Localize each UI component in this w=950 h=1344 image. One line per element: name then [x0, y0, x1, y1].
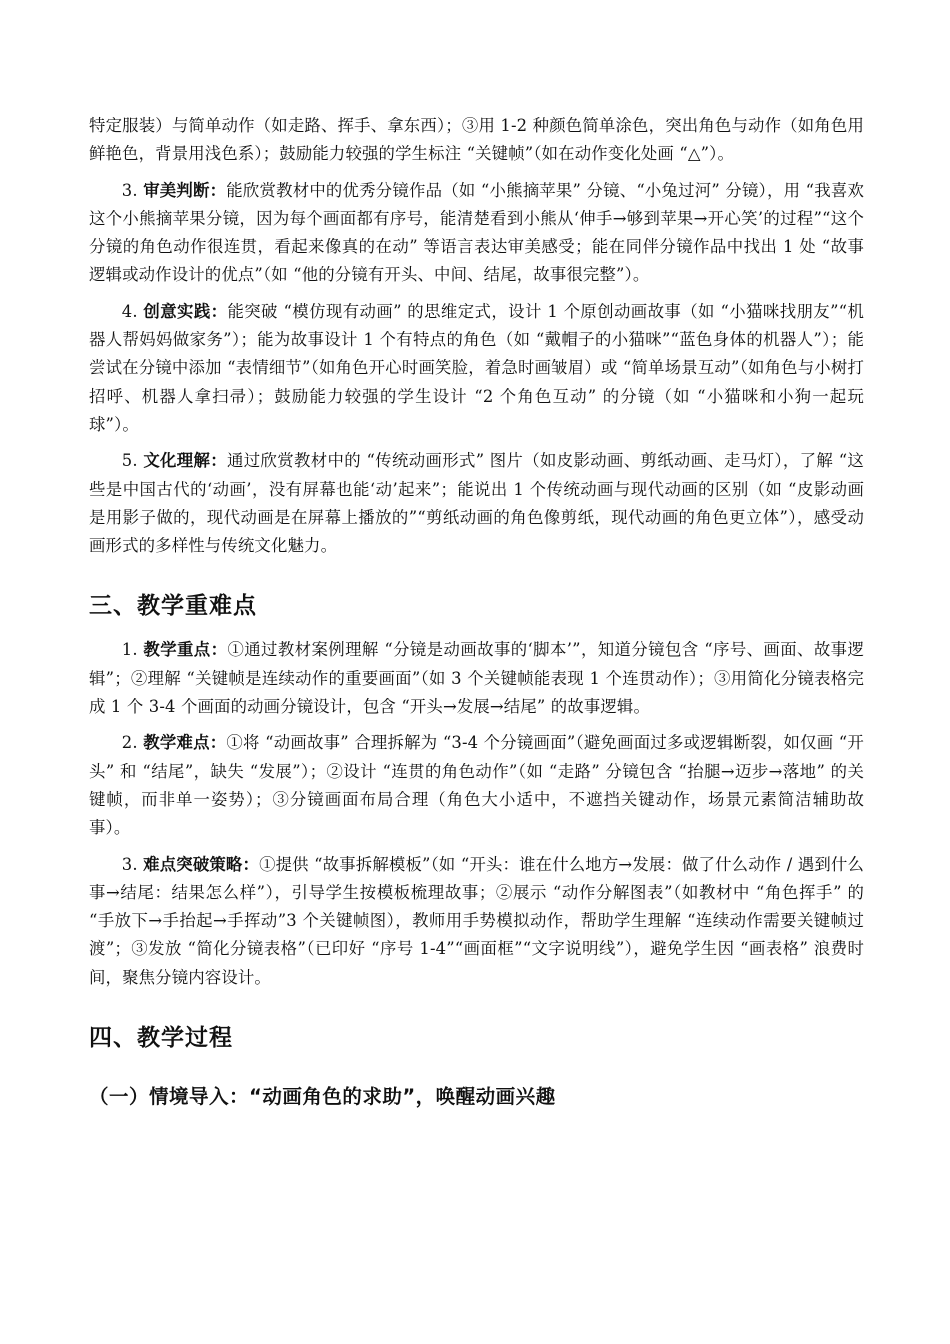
subsection-heading-intro: （一）情境导入：“动画角色的求助”，唤醒动画兴趣	[89, 1085, 556, 1109]
goal-cultural-understanding	[89, 447, 864, 560]
item-separator: ：	[210, 640, 228, 660]
section-heading-key-points: 三、教学重难点	[89, 593, 257, 620]
item-separator: ：	[209, 733, 227, 753]
item-text: 通过欣赏教材中的 “传统动画形式” 图片（如皮影动画、剪纸动画、走马灯），了解 “这些是中国古代的‘动画’，没有屏幕也能‘动’起来”；能说出 1 个传统动画与现代动画的区别（如 “皮影动画是用影子做的，现代动画是在屏幕上播放的”“剪纸动画的角色像剪纸，现代动画的角色更立体”），感受动画形式的多样性与传统文化魅力。	[89, 451, 864, 556]
key-point-strategy	[89, 851, 864, 992]
item-text: ①通过教材案例理解 “分镜是动画故事的‘脚本’”，知道分镜包含 “序号、画面、故事逻辑”；②理解 “关键帧是连续动作的重要画面”（如 3 个关键帧能表现 1 个连贯动作）；③用简化分镜表格完成 1 个 3-4 个画面的动画分镜设计，包含 “开头→发展→结尾” 的故事逻辑。	[89, 640, 864, 717]
item-text: ①将 “动画故事” 合理拆解为 “3-4 个分镜画面”（避免画面过多或逻辑断裂，如仅画 “开头” 和 “结尾”，缺失 “发展”）；②设计 “连贯的角色动作”（如 “走路” 分镜包含 “抬腿→迈步→落地” 的关键帧，而非单一姿势）；③分镜画面布局合理（角色大小适中，不遮挡关键动作，场景元素简洁辅助故事）。	[89, 733, 864, 838]
item-separator: ：	[209, 180, 227, 200]
item-number: 3.	[121, 180, 138, 200]
key-point-difficulty	[89, 729, 864, 842]
item-title: 教学重点	[143, 640, 211, 660]
goal-aesthetic-judgment	[89, 177, 864, 290]
item-number: 3.	[121, 854, 138, 874]
goal-creative-practice	[89, 298, 864, 439]
item-text: ①提供 “故事拆解模板”（如 “开头：谁在什么地方→发展：做了什么动作 / 遇到什么事→结尾：结果怎么样”），引导学生按模板梳理故事；②展示 “动作分解图表”（如教材中 “角色挥手” 的 “手放下→手抬起→手挥动”3 个关键帧图），教师用手势模拟动作，帮助学生理解 “连续动作需要关键帧过渡”；③发放 “简化分镜表格”（已印好 “序号 1-4”“画面框”“文字说明线”），避免学生因 “画表格” 浪费时间，聚焦分镜内容设计。	[89, 854, 864, 987]
item-title: 教学难点	[143, 733, 210, 753]
item-title: 难点突破策略	[143, 854, 243, 874]
item-number: 1.	[121, 640, 138, 660]
item-text: 能突破 “模仿现有动画” 的思维定式，设计 1 个原创动画故事（如 “小猫咪找朋友”“机器人帮妈妈做家务”）；能为故事设计 1 个有特点的角色（如 “戴帽子的小猫咪”“蓝色身体的机器人”）；能尝试在分镜中添加 “表情细节”（如角色开心时画笑脸，着急时画皱眉）或 “简单场景互动”（如角色与小树打招呼、机器人拿扫帚）；鼓励能力较强的学生设计 “2 个角色互动” 的分镜（如 “小猫咪和小狗一起玩球”）。	[89, 301, 864, 434]
item-title: 创意实践	[143, 301, 211, 321]
section-heading-teaching-process: 四、教学过程	[89, 1025, 233, 1052]
document-body	[89, 112, 864, 1112]
item-number: 4.	[121, 301, 138, 321]
item-number: 2.	[121, 733, 138, 753]
item-number: 5.	[121, 451, 138, 471]
item-separator: ：	[210, 301, 228, 321]
item-text: 能欣赏教材中的优秀分镜作品（如 “小熊摘苹果” 分镜、“小兔过河” 分镜），用 “我喜欢这个小熊摘苹果分镜，因为每个画面都有序号，能清楚看到小熊从‘伸手→够到苹果→开心笑’的过程”“这个分镜的角色动作很连贯，看起来像真的在动” 等语言表达审美感受；能在同伴分镜作品中找出 1 处 “故事逻辑或动作设计的优点”（如 “他的分镜有开头、中间、结尾，故事很完整”）。	[89, 180, 864, 285]
item-title: 审美判断	[143, 180, 210, 200]
key-point-focus	[89, 636, 864, 721]
item-title: 文化理解	[143, 451, 211, 471]
item-separator: ：	[242, 854, 260, 874]
item-separator: ：	[210, 451, 228, 471]
intro-paragraph: 特定服装）与简单动作（如走路、挥手、拿东西）；③用 1-2 种颜色简单涂色，突出角色与动作（如角色用鲜艳色，背景用浅色系）；鼓励能力较强的学生标注 “关键帧”（如在动作变化处画 “△”）。	[89, 116, 864, 164]
